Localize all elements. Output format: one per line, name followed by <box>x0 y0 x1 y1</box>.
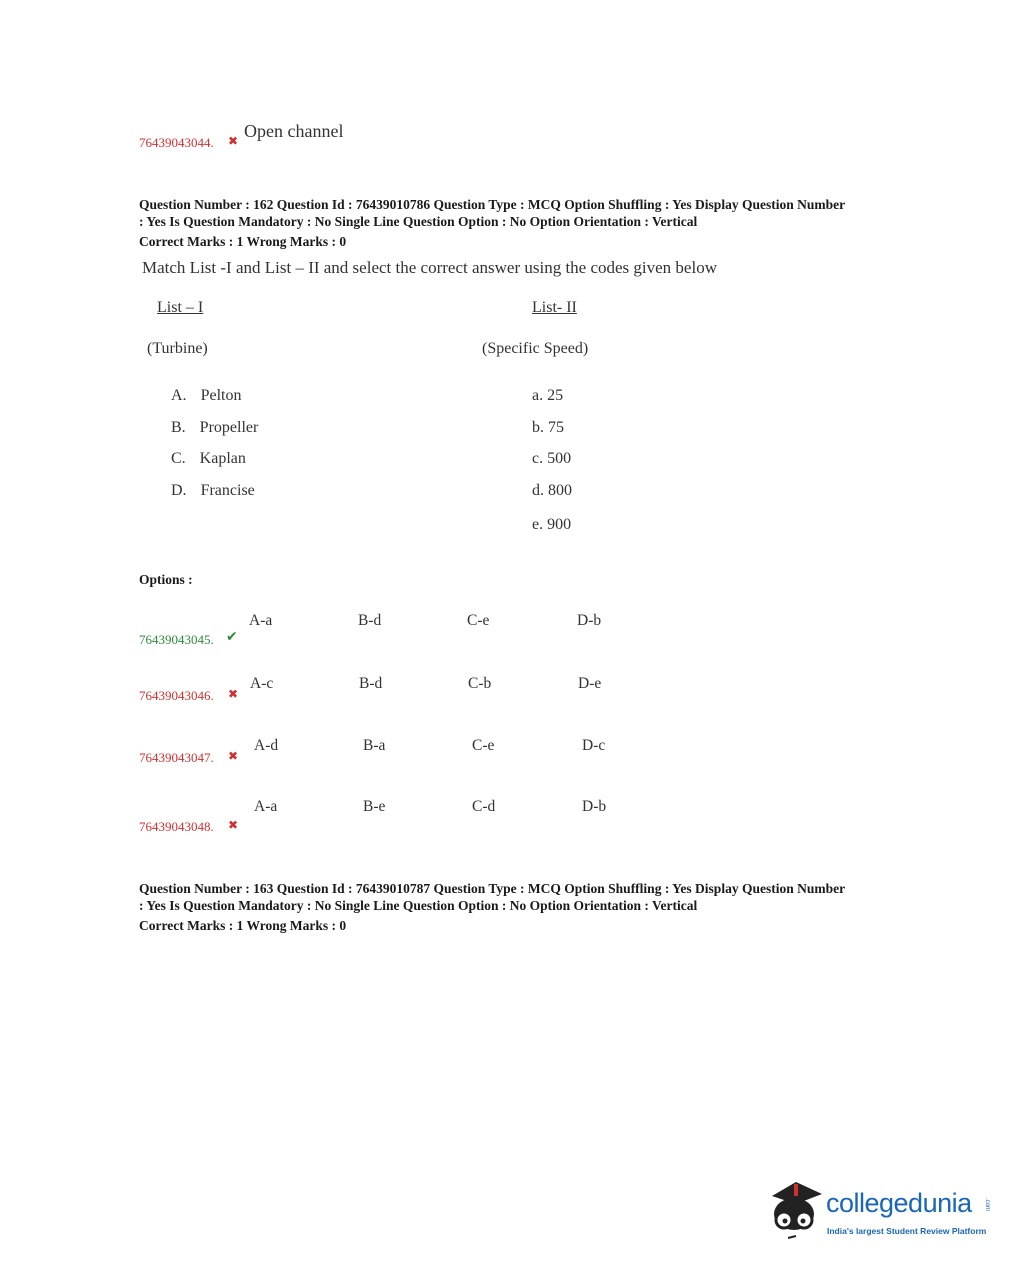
question-meta-163 <box>139 880 919 934</box>
list-2-item: c. 500 <box>532 450 572 467</box>
list-2-item: d. 800 <box>532 481 572 499</box>
list-1-item: B. Propeller <box>171 418 259 436</box>
wrong-mark-icon: ✖ <box>228 749 239 763</box>
option-code: C-e <box>472 737 495 754</box>
option-code: A-a <box>249 612 273 629</box>
question-meta-line-2: : Yes Is Question Mandatory : No Single Line Question Option : No Option Orientation : Vertical <box>139 898 698 913</box>
option-code: D-e <box>578 675 602 692</box>
option-code: B-a <box>363 737 386 754</box>
option-code: A-a <box>254 798 278 815</box>
correct-check-icon: ✔ <box>226 629 238 645</box>
option-code: C-d <box>472 798 496 815</box>
mascot-logo-icon <box>766 1178 826 1244</box>
option-code: A-d <box>254 737 279 754</box>
question-marks: Correct Marks : 1 Wrong Marks : 0 <box>139 234 347 249</box>
option-code: C-b <box>468 675 492 692</box>
list-2-item: e. 900 <box>532 516 572 533</box>
options-label: Options : <box>139 572 193 587</box>
question-meta-line-1: Question Number : 163 Question Id : 76439010787 Question Type : MCQ Option Shuffling : Yes Display Question Number <box>139 881 846 896</box>
list-1-subtitle: (Turbine) <box>147 340 208 357</box>
option-code: B-e <box>363 798 386 815</box>
list-1-header: List – I <box>157 299 204 316</box>
wrong-mark-icon: ✖ <box>228 818 239 832</box>
option-id: 76439043047. <box>139 750 214 765</box>
option-code: C-e <box>467 612 490 629</box>
option-id: 76439043048. <box>139 819 214 834</box>
option-code: A-c <box>250 675 274 692</box>
question-marks: Correct Marks : 1 Wrong Marks : 0 <box>139 918 347 933</box>
option-id: 76439043044. <box>139 135 214 150</box>
option-code: B-d <box>359 675 383 692</box>
list-1 <box>171 380 258 506</box>
list-1-item: D. Francise <box>171 481 255 499</box>
list-2-item: a. 25 <box>532 387 564 404</box>
option-code: D-b <box>577 612 602 629</box>
option-id: 76439043045. <box>139 632 214 647</box>
wrong-mark-icon: ✖ <box>228 687 239 701</box>
collegedunia-logo <box>766 1178 996 1246</box>
logo-wordmark: collegedunia <box>826 1188 972 1218</box>
logo-domain: .com <box>984 1198 990 1212</box>
wrong-mark-icon: ✖ <box>228 134 239 148</box>
list-2-header: List- II <box>532 299 577 316</box>
question-meta-162 <box>139 196 919 250</box>
list-2-item: b. 75 <box>532 418 564 436</box>
option-code: B-d <box>358 612 382 629</box>
list-1-item: C. Kaplan <box>171 450 246 467</box>
logo-tagline: India's largest Student Review Platform <box>827 1226 987 1236</box>
option-code: D-c <box>582 737 606 754</box>
option-text: Open channel <box>244 121 344 141</box>
question-meta-line-2: : Yes Is Question Mandatory : No Single Line Question Option : No Option Orientation : Vertical <box>139 214 698 229</box>
option-code: D-b <box>582 798 607 815</box>
list-2 <box>532 380 572 506</box>
list-1-item: A. Pelton <box>171 387 242 404</box>
list-2-subtitle: (Specific Speed) <box>482 340 589 357</box>
question-meta-line-1: Question Number : 162 Question Id : 76439010786 Question Type : MCQ Option Shuffling : Yes Display Question Number <box>139 197 846 212</box>
question-text: Match List -I and List – II and select the correct answer using the codes given below <box>142 258 717 277</box>
option-id: 76439043046. <box>139 688 214 703</box>
